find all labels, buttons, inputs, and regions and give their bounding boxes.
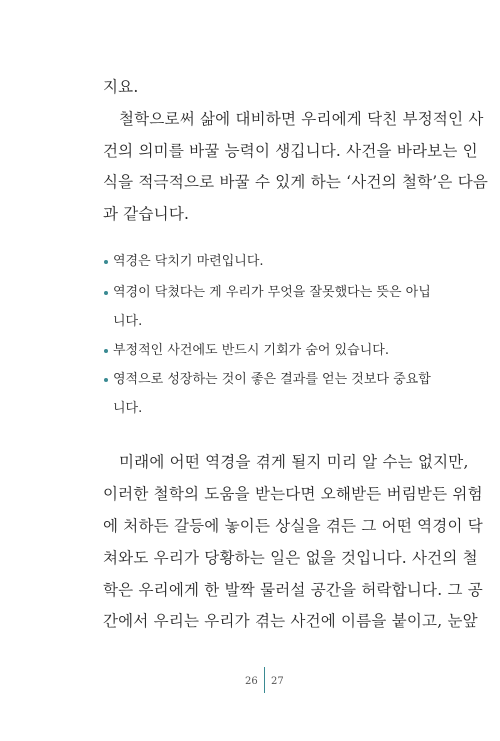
- text-line: 학은 우리에게 한 발짝 물러설 공간을 허락합니다. 그 공: [103, 581, 483, 599]
- text-line: 미래에 어떤 역경을 겪게 될지 미리 알 수는 없지만,: [119, 453, 469, 471]
- bullet-text: 니다.: [113, 314, 143, 329]
- text-line: 식을 적극적으로 바꿀 수 있게 하는 ‘사건의 철학’은 다음: [103, 173, 489, 191]
- page-number-left: 26: [245, 676, 258, 687]
- text-line: 철학으로써 삶에 대비하면 우리에게 닥친 부정적인 사: [119, 110, 484, 128]
- bullet-text: 부정적인 사건에도 반드시 기회가 숨어 있습니다.: [113, 343, 389, 358]
- text-line: 지요.: [103, 78, 139, 96]
- text-line: 간에서 우리는 우리가 겪는 사건에 이름을 붙이고, 눈앞: [103, 612, 478, 630]
- bullet-item-continuation: [113, 313, 142, 331]
- page-number-right: 27: [271, 676, 284, 687]
- bullet-item-continuation: [113, 400, 142, 418]
- bullet-text: 역경은 닥치기 마련입니다.: [113, 254, 264, 269]
- text-line: 건의 의미를 바꿀 능력이 생깁니다. 사건을 바라보는 인: [103, 142, 478, 160]
- bullet-text: 영적으로 성장하는 것이 좋은 결과를 얻는 것보다 중요합: [113, 372, 431, 387]
- bullet-item: [113, 253, 264, 271]
- bullet-item: [113, 371, 431, 389]
- bullet-dot-icon: [104, 349, 108, 353]
- text-line: 과 같습니다.: [103, 205, 190, 223]
- folio-divider: [264, 667, 265, 693]
- bullet-dot-icon: [104, 260, 108, 264]
- bullet-item: [113, 342, 389, 360]
- bullet-dot-icon: [104, 291, 108, 295]
- bullet-text: 역경이 닥쳤다는 게 우리가 무엇을 잘못했다는 뜻은 아닙: [113, 285, 431, 300]
- text-line: 이러한 철학의 도움을 받는다면 오해받든 버림받든 위험: [103, 485, 483, 503]
- text-line: 쳐와도 우리가 당황하는 일은 없을 것입니다. 사건의 철: [103, 549, 478, 567]
- bullet-dot-icon: [104, 378, 108, 382]
- text-line: 에 처하든 갈등에 놓이든 상실을 겪든 그 어떤 역경이 닥: [103, 517, 483, 535]
- bullet-text: 니다.: [113, 401, 143, 416]
- bullet-item: [113, 284, 431, 302]
